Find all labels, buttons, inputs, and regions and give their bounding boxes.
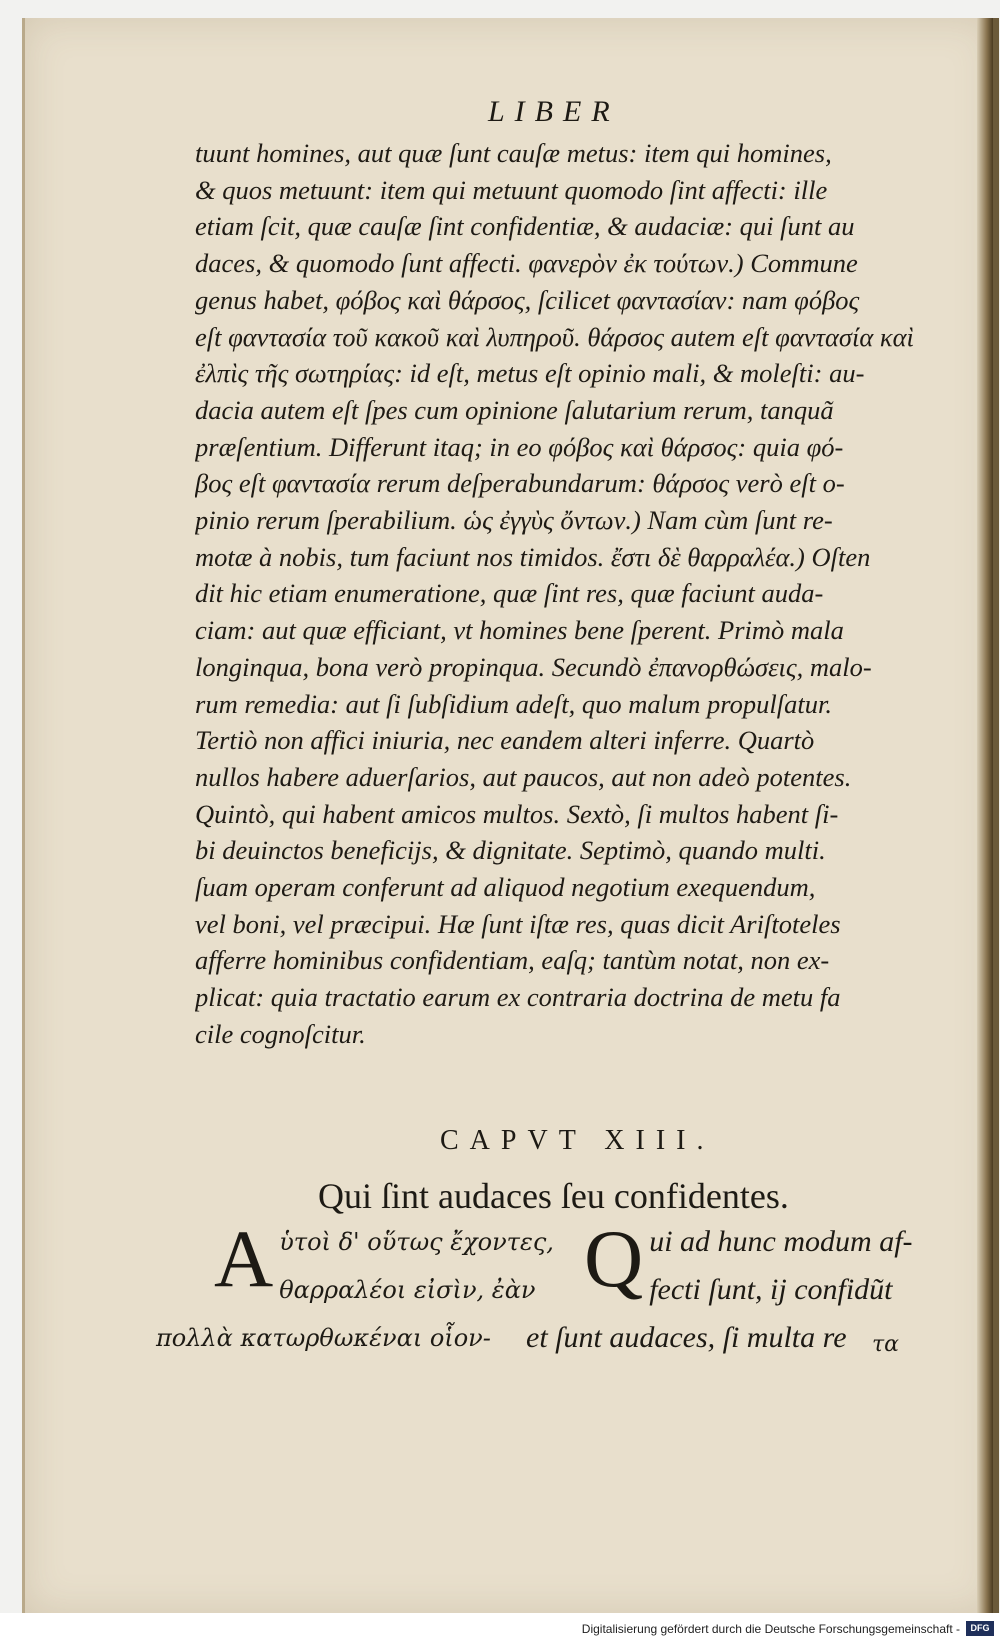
text-line: eſt φαντασία τοῦ κακοῦ καὶ λυπηροῦ. θάρσος autem eſt φαντασία καὶ [195, 321, 914, 352]
latin-dropcap: Q [584, 1213, 644, 1304]
chapter-title: CAPVT XIII. [440, 1125, 715, 1156]
text-line: afferre hominibus confidentiam, eaſq; tantùm notat, non ex- [195, 945, 830, 976]
greek-line: ὑτοὶ δ' οὕτως ἔχοντες, [279, 1228, 554, 1256]
text-line: motæ à nobis, tum faciunt nos timidos. ἔστι δὲ θαρραλέα.) Oſten [195, 541, 871, 572]
greek-line: πολλὰ κατωρθωκέναι οἷον- [156, 1324, 491, 1352]
latin-line: et ſunt audaces, ſi multa re [526, 1321, 847, 1354]
greek-line: θαρραλέοι εἰσὶν, ἐὰν [279, 1276, 536, 1304]
text-line: vel boni, vel præcipui. Hæ ſunt iſtæ res, quas dicit Ariſtoteles [195, 908, 841, 939]
catchword: τα [872, 1332, 900, 1357]
text-line: ἐλπὶς τῆς σωτηρίας: id eſt, metus eſt opinio mali, & moleſti: au- [195, 358, 865, 389]
text-line: cile cognoſcitur. [195, 1018, 366, 1049]
text-line: daces, & quomodo ſunt affecti. φανερὸν ἐκ τούτων.) Commune [195, 248, 858, 279]
text-line: nullos habere aduerſarios, aut paucos, aut non adeò potentes. [195, 761, 852, 792]
text-line: præſentium. Differunt itaq; in eo φόβος καὶ θάρσος: quia φό- [195, 431, 844, 462]
text-line: βος eſt φαντασία rerum deſperabundarum: θάρσος verò eſt o- [195, 468, 845, 499]
commentary-text [195, 135, 940, 1053]
text-line: genus habet, φόβος καὶ θάρσος, ſcilicet φαντασίαν: nam φόβος [195, 284, 860, 315]
text-line: bi deuinctos beneficijs, & dignitate. Septimò, quando multi. [195, 835, 826, 866]
running-head: LIBER [488, 95, 620, 128]
latin-line: ui ad hunc modum af- [649, 1225, 913, 1258]
text-line: & quos metuunt: item qui metuunt quomodo ſint affecti: ille [195, 174, 828, 205]
text-line: etiam ſcit, quæ cauſæ ſint confidentiæ, & audaciæ: qui ſunt au [195, 211, 855, 242]
text-line: longinqua, bona verò propinqua. Secundò ἐπανορθώσεις, malo- [195, 651, 872, 682]
latin-column [526, 1213, 958, 1362]
chapter-subtitle: Qui ſint audaces ſeu confidentes. [318, 1176, 789, 1216]
greek-column [156, 1213, 573, 1362]
text-line: tuunt homines, aut quæ ſunt cauſæ metus: item qui homines, [195, 138, 832, 168]
greek-dropcap: A [214, 1213, 274, 1304]
latin-line: fecti ſunt, ij confidũt [649, 1273, 893, 1306]
text-line: dit hic etiam enumeratione, quæ ſint res, quæ faciunt auda- [195, 578, 824, 609]
text-line: Quintò, qui habent amicos multos. Sextò, ſi multos habent ſi- [195, 798, 839, 829]
text-line: rum remedia: aut ſi ſubſidium adeſt, quo malum propulſatur. [195, 688, 832, 719]
text-line: Tertiò non affici iniuria, nec eandem alteri inferre. Quartò [195, 725, 815, 756]
text-line: pinio rerum ſperabilium. ὡς ἐγγὺς ὄντων.) Nam cùm ſunt re- [195, 505, 833, 536]
page-edge [977, 18, 993, 1613]
dfg-logo: DFG [966, 1621, 994, 1636]
funding-notice: Digitalisierung gefördert durch die Deutsche Forschungsgemeinschaft - [581, 1622, 960, 1636]
text-line: ſuam operam conferunt ad aliquod negotium exequendum, [195, 872, 816, 903]
text-line: ciam: aut quæ efficiant, vt homines bene ſperent. Primò mala [195, 615, 844, 646]
text-line: plicat: quia tractatio earum ex contraria doctrina de metu fa [195, 982, 841, 1013]
text-line: dacia autem eſt ſpes cum opinione ſalutarium rerum, tanquã [195, 394, 834, 425]
footer-bar [0, 1613, 1000, 1645]
